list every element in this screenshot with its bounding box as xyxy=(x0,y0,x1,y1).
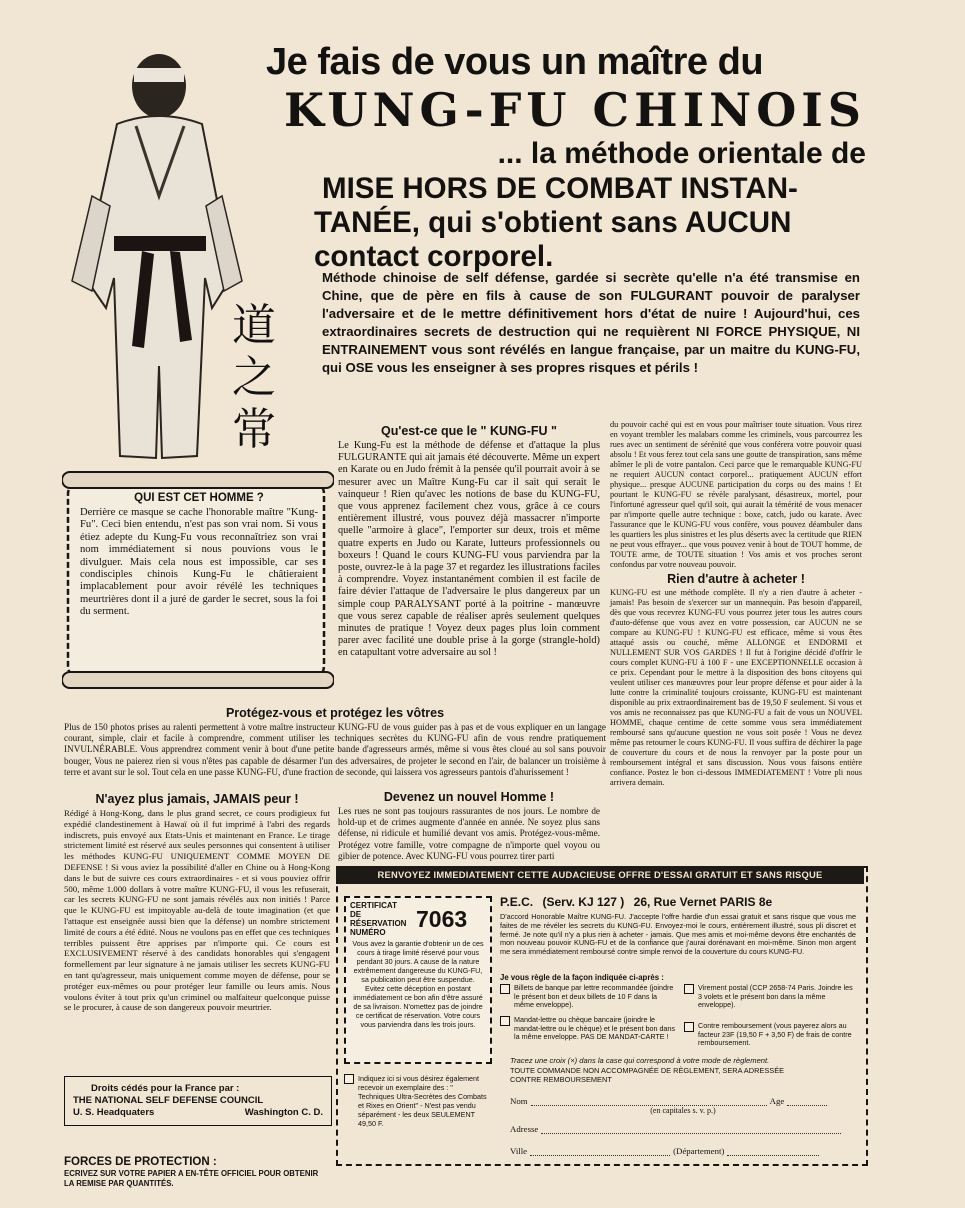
scroll-text: Derrière ce masque se cache l'honorable maître "Kung-Fu". Ceci bien entendu, n'est pas son vrai nom. Si vous étiez adepte du Kung-Fu vous reconnaîtriez son vrai nom immédiatement si nous pouvions vous le divulguer. Mais cela nous est impossible, car ses condisciples chinois Kung-Fu le châtieraient implacablement pour avoir révélé les techniques meurtrières dont il a juré de garder le secret, sous la foi du serment. xyxy=(80,507,318,618)
tick-note: Tracez une croix (×) dans la case qui correspond à votre mode de règlement. xyxy=(510,1056,770,1065)
rien-title: Rien d'autre à acheter ! xyxy=(667,572,805,586)
masked-man-photo xyxy=(62,46,252,466)
headline-line-4: MISE HORS DE COMBAT INSTAN- xyxy=(322,172,798,205)
rights-line-1: Droits cédés pour la France par : xyxy=(91,1083,240,1094)
quest-title: Qu'est-ce que le " KUNG-FU " xyxy=(381,424,557,438)
coupon-header: RENVOYEZ IMMEDIATEMENT CETTE AUDACIEUSE OFFRE D'ESSAI GRATUIT ET SANS RISQUE xyxy=(336,866,864,884)
rights-line-2: THE NATIONAL SELF DEFENSE COUNCIL xyxy=(73,1095,264,1106)
payment-checkbox-4[interactable] xyxy=(684,1022,694,1032)
headline-sub xyxy=(314,172,862,274)
scroll-title: QUI EST CET HOMME ? xyxy=(134,492,264,504)
addr-serv: (Serv. KJ 127 ) xyxy=(542,895,625,909)
payment-option-1[interactable] xyxy=(500,984,678,1010)
reservation-certificate xyxy=(344,896,492,1064)
protect-section xyxy=(64,706,606,778)
payment-checkbox-3[interactable] xyxy=(500,1016,510,1026)
headline-line-5: TANÉE, qui s'obtient sans AUCUN xyxy=(314,206,792,239)
payment-option-4[interactable] xyxy=(684,1022,856,1048)
age-label: Age xyxy=(769,1096,785,1106)
protect-title: Protégez-vous et protégez les vôtres xyxy=(225,706,445,720)
address-input[interactable] xyxy=(541,1124,841,1134)
rights-box xyxy=(64,1076,332,1126)
addr-street: 26, Rue Vernet PARIS 8e xyxy=(633,895,773,909)
department-input[interactable] xyxy=(727,1146,819,1156)
extra-request xyxy=(344,1074,490,1128)
extra-text: Indiquez ici si vous désirez également recevoir un exemplaire des : " Techniques Ultra-Secrètes des Combats et Rixes en Orient" - N'est pas vendu séparément - les deux SEULEMENT 49,50 F. xyxy=(358,1074,487,1128)
forces-title: FORCES DE PROTECTION : xyxy=(64,1156,217,1168)
headline xyxy=(266,40,866,172)
calligraphy-char-3: 常 xyxy=(232,404,276,455)
newman-section xyxy=(338,790,600,862)
caps-note: (en capitales s. v. p.) xyxy=(650,1106,716,1115)
headline-line-6: contact corporel. xyxy=(314,240,554,273)
payment-option-2-text: Virement postal (CCP 2658-74 Paris. Joindre les 3 volets et le présent bon dans la même enveloppe). xyxy=(698,983,853,1010)
never-section xyxy=(64,792,330,1013)
quest-section xyxy=(338,424,600,660)
chinese-calligraphy xyxy=(226,300,282,456)
rights-line-3b: Washington C. D. xyxy=(244,1107,323,1118)
payment-option-4-text: Contre remboursement (vous payerez alors au facteur 23F (19,50 F + 3,50 F) de frais de contre remboursement. xyxy=(698,1021,852,1048)
payment-option-3[interactable] xyxy=(500,1016,678,1042)
payment-option-2[interactable] xyxy=(684,984,856,1010)
cert-text: Vous avez la garantie d'obtenir un de ces cours à tirage limité réservé pour vous pendant 30 jours. A cause de la nature extrêmement dangereuse du KUNG-FU, sa publication peut être suspendue. Evitez cette déception en postant immédiatement ce bon afin d'être assuré de sa livraison. N'omettez pas de joindre ce certificat de réservation. Votre cours vous parviendra dans les trois jours. xyxy=(352,939,484,1029)
addr-name: P.E.C. xyxy=(500,895,534,909)
payment-option-1-text: Billets de banque par lettre recommandée (joindre le présent bon et deux billets de 10 F dans la même enveloppe). xyxy=(514,983,674,1010)
name-input[interactable] xyxy=(531,1096,767,1106)
extra-checkbox[interactable] xyxy=(344,1074,354,1084)
name-label: Nom xyxy=(510,1096,528,1106)
intro-paragraph: Méthode chinoise de self défense, gardée si secrète qu'elle n'a été transmise en Chine, que de père en fils à cause de son FULGURANT pouvoir de paralyser l'adversaire et de le mettre définitivement hors d'état de nuire ! Aujourd'hui, ces extraordinaires secrets de destruction qui ne requièrent NI FORCE PHYSIQUE, NI ENTRAINEMENT vous sont révélés en langue française, par un maitre du KUNG-FU, qui OSE vous les enseigner à ses propres risques et périls ! xyxy=(322,270,860,375)
protect-text: Plus de 150 photos prises au ralenti permettent à votre maître instructeur KUNG-FU de vous guider pas à pas et de vous expliquer en un langage courant, simple, clair et facile à comprendre, comment utiliser les techniques secrètes du KUNG-FU afin de vous rendre pratiquement INVULNÉRABLE. Vous apprendrez comment venir à bout d'une petite bande d'agresseurs armés, même si vous êtes cloué au sol sans pouvoir bouger, Vous ne paierez rien si vous n'êtes pas capable de désarmer l'un des adversaires, de projeter le second en l'air, de balancer un troisième à terre et avant sur le sol. Tout cela en une passe KUNG-FU, d'une fraction de seconde, qui laissera vos agresseurs pantois d'ahurissement ! xyxy=(64,722,606,777)
right-text-1: du pouvoir caché qui est en vous pour maîtriser toute situation. Vous rirez en voyant trembler les malabars comme les criminels, vous parcourrez les rues avec un sentiment de sérénité que vous conférera votre pouvoir quasi absolu ! Et vous ferez tout cela sans une goutte de transpiration, sans même abîmer le pli de votre pantalon. Ceci parce que le remarquable KUNG-FU ne requiert AUCUN contact corporel... pratiquement AUCUN effort physique... presque AUCUNE participation du corps ou des mains ! Et pourtant le KUNG-FU se révèle paralysant, désastreux, mortel, pour l'infortuné agresseur quel qu'il soit, qui aurait la témérité de vous menacer par n'importe quelle autre technique : boxe, catch, judo ou karate. Avec l'assurance que le KUNG-FU vous confère, vous pouvez déambuler dans les quartiers les plus sinistres et les plus déserts avec la certitude que RIEN ne peut vous effrayer... que vous pouvez venir à bout de TOUT homme, de TOUTE arme, de TOUTE situation ! Vos amis et vos proches seront confondus par votre nouveau pouvoir. xyxy=(610,420,862,569)
form-fields xyxy=(510,1092,856,1156)
scroll-content xyxy=(80,492,318,619)
cert-label: CERTIFICAT DE RÉSERVATION NUMÉRO xyxy=(350,901,407,937)
never-title: N'ayez plus jamais, JAMAIS peur ! xyxy=(95,792,299,806)
newman-text: Les rues ne sont pas toujours rassurantes de nos jours. Le nombre de hold-up et de crimes augmente d'année en année. Ne soyez plus sans défense, ni ridicule et humilié devant vos amis. Protégez-vous-même. Protégez votre famille, votre compagne de n'importe quel voyou ou gibier de potence. Avec KUNG-FU vous pourrez tirer parti xyxy=(338,806,600,861)
city-input[interactable] xyxy=(530,1146,670,1156)
payment-checkbox-2[interactable] xyxy=(684,984,694,994)
quest-text: Le Kung-Fu est la méthode de défense et d'attaque la plus FULGURANTE qui ait jamais été découverte. Même un expert en Karate ou en Judo frémit à la pensée qu'il pourrait avoir à se mesurer avec un Maître Kung-Fu car il sait qui serait le vainqueur ! Rien qu'avec les notions de base du KUNG-FU, que vous apprenez facilement chez vous, grâce à ce cours entièrement illustré, vous pouvez déjà massacrer n'importe quelle "armoire à glace", l'emporter sur deux, trois et même quatre experts en Judo ou Karate, lutteurs professionnels ou boxeurs ! Quand le cours KUNG-FU vous parviendra par la poste, ouvrez-le à la page 37 et regardez les illustrations faciles à comprendre. Voyez instantanément combien il est facile de faire dévier l'attaque de l'adversaire le plus dangereux par un simple coup PARALYSANT porté à la poitrine - manœuvre que vous serez capable de réaliser après seulement quelques minutes de pratique ! Voyez deux pages plus loin comment parer avec facilité une double prise à la gorge (strangle-hold) en catapultant votre adversaire au sol ! xyxy=(338,440,600,659)
calligraphy-char-2: 之 xyxy=(232,352,276,403)
city-label: Ville xyxy=(510,1146,528,1156)
headline-line-3: ... la méthode orientale de xyxy=(497,137,866,170)
forces-text: ECRIVEZ SUR VOTRE PAPIER A EN-TÊTE OFFICIEL POUR OBTENIR LA REMISE PAR QUANTITÉS. xyxy=(64,1169,319,1188)
headline-line-1: Je fais de vous un maître du xyxy=(266,41,764,83)
warning-text: TOUTE COMMANDE NON ACCOMPAGNÉE DE RÈGLEMENT, SERA ADRESSÉE CONTRE REMBOURSEMENT xyxy=(510,1066,785,1084)
right-text-2: KUNG-FU est une méthode complète. Il n'y a rien d'autre à acheter - jamais! Pas besoin de s'exercer sur un mannequin. Pas besoin d'appareil, dès que vous recevrez KUNG-FU vous pourrez jeter tous les autres cours d'auto-défense que vous avez en votre possession, car AUCUN ne se compare au KUNG-FU ! KUNG-FU est efficace, même si vous êtes attaqué assis ou couché, même ALLONGE et ENDORMI et NULLEMENT SUR VOS GARDES ! Il fut à l'origine décidé d'offrir le cours complet KUNG-FU à 100 F - une EXCEPTIONNELLE occasion à ce prix. Cependant pour le mettre à la disposition des bons citoyens qui veulent utiliser ces manœuvres pour leur propre défense et pour aider à la lutte contre la criminalité toujours croissante, KUNG-FU est maintenant disponible au prix extraordinairement bas de 19,50 F seulement. Si vous et vos amis ne reconnaissez pas que KUNG-FU a fait de vous un NOUVEL HOMME, chaque centime de cette somme vous sera immédiatement remboursé sans qu'aucune question ne vous soit posée ! Vous ne devez même pas retourner le cours KUNG-FU. Il vous suffira de déchirer la page de couverture du cours et de nous la renvoyer par la poste pour un remboursement intégral et sans discussion. Nous vous faisons entière confiance. Postez le bon ci-dessous IMMEDIATEMENT ! Votre pli nous arrivera demain. xyxy=(610,588,862,787)
payment-title: Je vous règle de la façon indiquée ci-après : xyxy=(500,973,664,982)
order-text: D'accord Honorable Maître KUNG-FU. J'accepte l'offre hardie d'un essai gratuit et sans risque que vous me faites de me révéler les secrets du KUNG-FU. Envoyez-moi le cours, entièrement illustré, sous pli discret et fermé. Je note qu'il n'y a plus rien à acheter - jamais. Que mes amis et moi-même devons être enchantés de mon nouveau pouvoir KUNG-FU et de la confiance que j'aurai dorénavant en moi-même. Sinon mon argent me sera immédiatement remboursé contre simple renvoi de la couverture du cours KUNG-FU. xyxy=(500,912,856,957)
age-input[interactable] xyxy=(787,1096,827,1106)
headline-line-2: KUNG-FU CHINOIS xyxy=(284,83,866,137)
address-label: Adresse xyxy=(510,1124,539,1134)
calligraphy-char-1: 道 xyxy=(232,300,276,351)
newman-title: Devenez un nouvel Homme ! xyxy=(383,790,555,804)
department-label: (Département) xyxy=(673,1146,725,1156)
coupon-address xyxy=(500,895,856,909)
forces-section xyxy=(64,1156,326,1189)
cert-number: 7063 xyxy=(416,905,468,932)
payment-checkbox-1[interactable] xyxy=(500,984,510,994)
right-column xyxy=(610,420,862,788)
payment-option-3-text: Mandat-lettre ou chèque bancaire (joindre le mandat-lettre ou le chèque) et le présent bon dans la même enveloppe. PAS DE MANDAT-CARTE ! xyxy=(514,1015,676,1042)
rights-line-3a: U. S. Headquaters xyxy=(73,1107,155,1118)
never-text: Rédigé à Hong-Kong, dans le plus grand secret, ce cours prodigieux fut expédié clandestinement à Hawaï où il fut imprimé à l'abri des regards indiscrets, puis envoyé aux Etats-Unis et maintenant en France. Le tirage strictement limité est réservé aux seules personnes qui consentent à utiliser les méthodes KUNG-FU UNIQUEMENT COMME MOYEN DE DEFENSE ! Si vous aviez la possibilité d'aller en Chine ou à Hong-Kong dans le but de suivre ces cours extraordinaires - et si vous pouviez offrir 500, même 1.000 dollars à votre maître KUNG-FU, il vous les refuserait, car les secrets KUNG-FU ne sont jamais révélés aux non initiés ! Parce que le KUNG-FU est impitoyable au-delà de toute imagination (et que l'attaque est enseignée aussi bien que la défense) un nombre strictement limité de cours a été édité. Nous ne voulons pas en effet que ces techniques terribles puissent être apprises par n'importe qui. Ce cours est EXCLUSIVEMENT réservé à des candidats honorables qui s'engagent formellement par leur signature à ne jamais utiliser les secrets KUNG-FU en tant qu'agresseur, mais uniquement comme moyen de défense, pour se protéger eux-mêmes ou pour protéger leur famille ou leurs amis. Nous voulons éviter à tout prix qu'un criminel ou malfaiteur quelconque puisse se le procurer, à cause de son dangereux pouvoir meurtrier. xyxy=(64,808,330,1013)
